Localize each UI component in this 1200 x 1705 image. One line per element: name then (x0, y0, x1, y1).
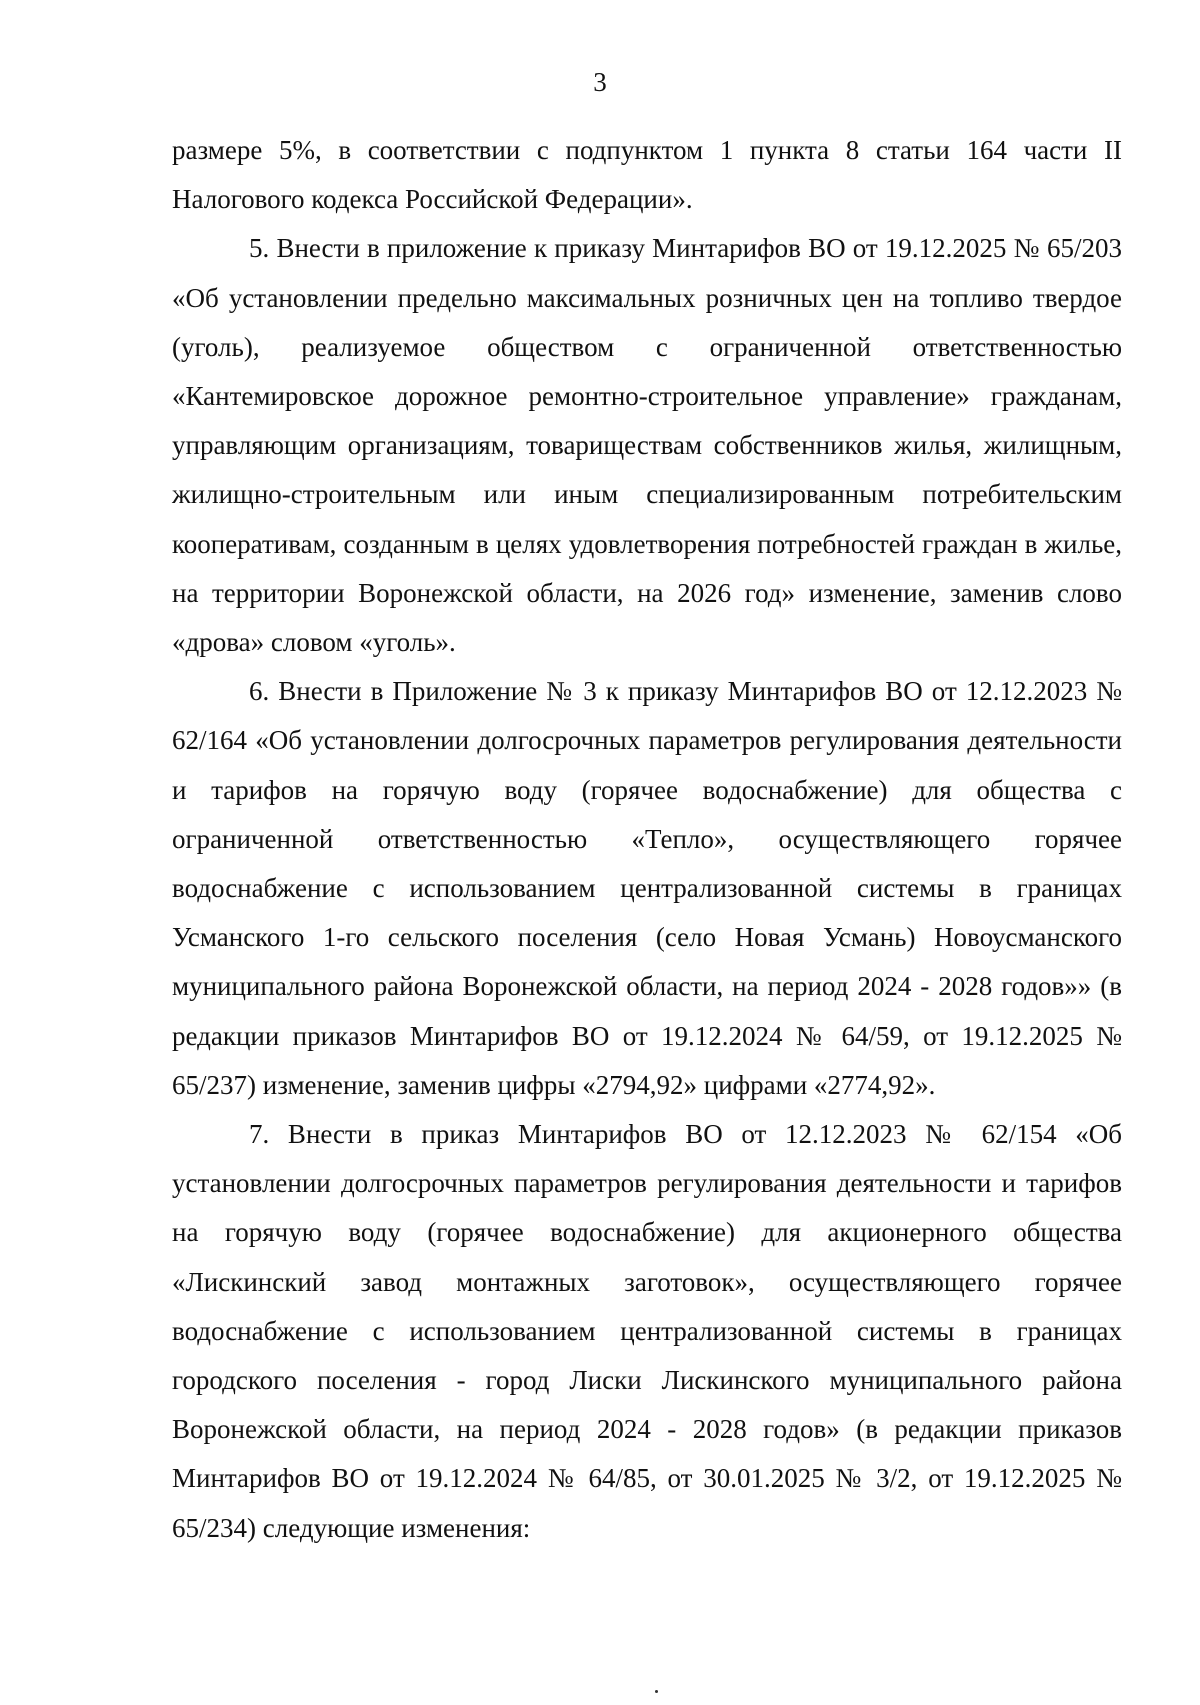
document-body (172, 126, 1122, 1553)
paragraph-item-7: 7. Внести в приказ Минтарифов ВО от 12.12.2023 № 62/154 «Об установлении долгосрочных параметров регулирования деятельности и тарифов на горячую воду (горячее водоснабжение) для акционерного общества «Лискинский завод монтажных заготовок», осуществляющего горячее водоснабжение с использованием централизованной системы в границах городского поселения - город Лиски Лискинского муниципального района Воронежской области, на период 2024 - 2028 годов» (в редакции приказов Минтарифов ВО от 19.12.2024 № 64/85, от 30.01.2025 № 3/2, от 19.12.2025 № 65/234) следующие изменения: (172, 1119, 1122, 1543)
paragraph-item-6: 6. Внести в Приложение № 3 к приказу Минтарифов ВО от 12.12.2023 № 62/164 «Об установлении долгосрочных параметров регулирования деятельности и тарифов на горячую воду (горячее водоснабжение) для общества с ограниченной ответственностью «Тепло», осуществляющего горячее водоснабжение с использованием централизованной системы в границах Усманского 1-го сельского поселения (село Новая Усмань) Новоусманского муниципального района Воронежской области, на период 2024 - 2028 годов»» (в редакции приказов Минтарифов ВО от 19.12.2024 № 64/59, от 19.12.2025 № 65/237) изменение, заменив цифры «2794,92» цифрами «2774,92». (172, 676, 1122, 1100)
scan-speck (655, 1690, 658, 1693)
paragraph-continuation: размере 5%, в соответствии с подпунктом 1 пункта 8 статьи 164 части II Налогового кодекса Российской Федерации». (172, 135, 1122, 215)
paragraph-item-5: 5. Внести в приложение к приказу Минтарифов ВО от 19.12.2025 № 65/203 «Об установлении предельно максимальных розничных цен на топливо твердое (уголь), реализуемое обществом с ограниченной ответственностью «Кантемировское дорожное ремонтно-строительное управление» гражданам, управляющим организациям, товариществам собственников жилья, жилищным, жилищно-строительным или иным специализированным потребительским кооперативам, созданным в целях удовлетворения потребностей граждан в жилье, на территории Воронежской области, на 2026 год» изменение, заменив слово «дрова» словом «уголь». (172, 233, 1122, 658)
page-number: 3 (593, 67, 607, 97)
